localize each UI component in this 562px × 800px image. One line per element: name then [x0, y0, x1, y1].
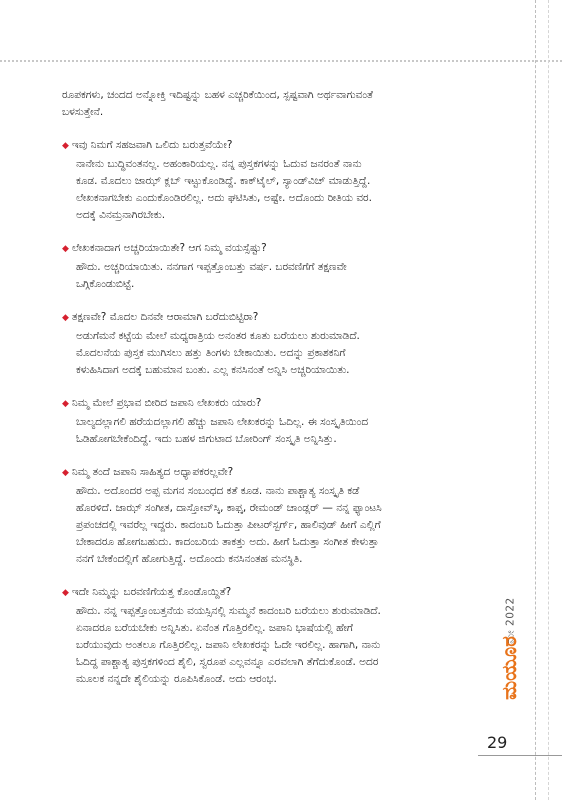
text-line: ಒಗ್ಗಿಕೊಂಡುಬಿಟ್ಟೆ.	[76, 278, 135, 290]
text-line: ಓದಿದ್ದ ಪಾಶ್ಚಾತ್ಯ ಪುಸ್ತಕಗಳಿಂದ ಶೈಲಿ, ಸ್ವರೂಪ ಎಲ್ಲವನ್ನೂ ಎರವಲಾಗಿ ತೆಗೆದುಕೊಂಡೆ. ಅದರ	[76, 656, 379, 668]
text-line: ಓಡಿಹೋಗಬೇಕೆಂದಿದ್ದೆ. ಇದು ಬಹಳ ಜಿಗುಟಾದ ಬೋರಿಂಗ್ ಸಂಸ್ಕೃತಿ ಅನ್ನಿಸಿತ್ತು.	[76, 433, 337, 445]
question-text: ನಿಮ್ಮ ಮೇಲೆ ಪ್ರಭಾವ ಬೀರಿದ ಜಪಾನಿ ಲೇಖಕರು ಯಾರು?	[71, 397, 262, 409]
answer	[62, 483, 514, 568]
diamond-bullet-icon: ◆	[62, 141, 69, 151]
text-line: ಹೊರಳಿದೆ. ಜಾಝ್ ಸಂಗೀತ, ದಾಸ್ತೋವ್‌ಸ್ಕಿ, ಕಾಫ್ಕ, ರೇಮಂಡ್ ಚಾಂಡ್ಲರ್ — ನನ್ನ ಫ್ಯಾಂಟಸಿ	[76, 502, 382, 514]
diamond-bullet-icon: ◆	[62, 244, 69, 254]
page-number-rule	[478, 755, 562, 756]
text-line: ಬಾಲ್ಯದಲ್ಲಾಗಲಿ ಹರೆಯದಲ್ಲಾಗಲಿ ಹೆಚ್ಚು ಜಪಾನಿ ಲೇಖಕರನ್ನು ಓದಿಲ್ಲ. ಈ ಸಂಸ್ಕೃತಿಯಿಂದ	[76, 416, 369, 428]
intro-paragraph	[62, 87, 514, 121]
top-dotted-rule	[0, 60, 562, 62]
question-text: ಲೇಖಕನಾದಾಗ ಅಚ್ಚರಿಯಾಯಿತೇ? ಆಗ ನಿಮ್ಮ ವಯಸ್ಸೆಷ್ಟು?	[71, 242, 267, 254]
diamond-bullet-icon: ◆	[62, 313, 69, 323]
text-line: ಮೂಲಕ ನನ್ನದೇ ಶೈಲಿಯನ್ನು ರೂಪಿಸಿಕೊಂಡೆ. ಅದು ಆರಂಭ.	[76, 673, 277, 685]
question	[62, 464, 514, 482]
answer	[62, 328, 514, 379]
diamond-bullet-icon: ◆	[62, 468, 69, 478]
question-text: ನಿಮ್ಮ ತಂದೆ ಜಪಾನಿ ಸಾಹಿತ್ಯದ ಅಧ್ಯಾಪಕರಲ್ಲವೇ?	[71, 466, 234, 478]
text-line: ಹೌದು. ಅಚ್ಚರಿಯಾಯಿತು. ನನಗಾಗ ಇಪ್ಪತ್ತೊಂಬತ್ತು ವರ್ಷ. ಬರವಣಿಗೆಗೆ ತಕ್ಷಣವೇ	[76, 261, 347, 273]
question-text: ಇವು ನಿಮಗೆ ಸಹಜವಾಗಿ ಒಲಿದು ಬರುತ್ತವೆಯೇ?	[71, 139, 233, 151]
issue-date: ಮೇ 2022	[504, 597, 517, 644]
question	[62, 309, 514, 327]
magazine-brand: ಮಯೂರ	[497, 636, 521, 700]
question	[62, 395, 514, 413]
answer	[62, 156, 514, 224]
margin-dashed-rule	[535, 0, 536, 800]
question	[62, 137, 514, 155]
text-line: ನನಗೆ ಬೇಕೆಂದಲ್ಲಿಗೆ ಹೋಗುತ್ತಿದ್ದೆ. ಅದೊಂದು ಕನಸಿನಂತಹ ಮನಸ್ಥಿತಿ.	[76, 553, 303, 565]
answer	[62, 414, 514, 448]
question-text: ತಕ್ಷಣವೇ? ಮೊದಲ ದಿನವೇ ಆರಾಮಾಗಿ ಬರೆದುಬಿಟ್ಟಿರಾ?	[71, 311, 259, 323]
text-line: ಪ್ರಪಂಚದಲ್ಲಿ ಇವರೆಲ್ಲ ಇದ್ದರು. ಕಾದಂಬರಿ ಓದುತ್ತಾ ಪೀಟರ್‌ಸ್ಬರ್ಗ್, ಹಾಲಿವುಡ್ ಹೀಗೆ ಎಲ್ಲಿಗೆ	[76, 519, 381, 531]
text-line: ಬೇಕಾದರೂ ಹೋಗಬಹುದು. ಕಾದಂಬರಿಯ ತಾಕತ್ತು ಅದು. ಹೀಗೆ ಓದುತ್ತಾ ಸಂಗೀತ ಕೇಳುತ್ತಾ	[76, 536, 379, 548]
page-number: 29	[487, 733, 508, 752]
margin-dashed-rule	[548, 0, 549, 800]
text-line: ಅದಕ್ಕೆ ವಿನಮ್ರನಾಗಿರಬೇಕು.	[76, 209, 166, 221]
text-line: ಲೇಖಕನಾಗಬೇಕು ಎಂದುಕೊಂಡಿರಲಿಲ್ಲ. ಅದು ಘಟಿಸಿತು, ಅಷ್ಟೇ. ಅದೊಂದು ರೀತಿಯ ವರ.	[76, 192, 372, 204]
text-line: ನಾನೇನು ಬುದ್ಧಿವಂತನಲ್ಲ. ಅಹಂಕಾರಿಯಲ್ಲ. ನನ್ನ ಪುಸ್ತಕಗಳನ್ನು ಓದುವ ಜನರಂತೆ ನಾನು	[76, 158, 362, 170]
answer	[62, 259, 514, 293]
qa-block-4	[62, 395, 514, 448]
text-line: ಮೊದಲನೆಯ ಪುಸ್ತಕ ಮುಗಿಸಲು ಹತ್ತು ತಿಂಗಳು ಬೇಕಾಯಿತು. ಅದನ್ನು ಪ್ರಕಾಶಕನಿಗೆ	[76, 347, 346, 359]
question	[62, 584, 514, 602]
text-line: ಬರೆಯುವುದು ಅಂತಲೂ ಗೊತ್ತಿರಲಿಲ್ಲ. ಜಪಾನಿ ಲೇಖಕರನ್ನು ಓದೇ ಇರಲಿಲ್ಲ. ಹಾಗಾಗಿ, ನಾನು	[76, 639, 381, 651]
qa-block-1	[62, 137, 514, 224]
text-line: ರೂಪಕಗಳು, ಚಂದದ ಅನ್ನೋಕ್ತಿ ಇದಿಷ್ಟನ್ನು ಬಹಳ ಎಚ್ಚರಿಕೆಯಿಂದ, ಸ್ಪಷ್ಟವಾಗಿ ಅರ್ಥವಾಗುವಂತೆ	[62, 89, 373, 101]
diamond-bullet-icon: ◆	[62, 588, 69, 598]
question-text: ಇದೇ ನಿಮ್ಮನ್ನು ಬರವಣಿಗೆಯತ್ತ ಕೊಂಡೊಯ್ದಿತೆ?	[71, 586, 232, 598]
text-line: ಏನಾದರೂ ಬರೆಯಬೇಕು ಅನ್ನಿಸಿತು. ಏನೆಂತ ಗೊತ್ತಿರಲಿಲ್ಲ. ಜಪಾನಿ ಭಾಷೆಯಲ್ಲಿ ಹೇಗೆ	[76, 622, 353, 634]
qa-block-3	[62, 309, 514, 379]
diamond-bullet-icon: ◆	[62, 399, 69, 409]
text-line: ಕೂಡ. ಮೊದಲು ಜಾಝ್ ಕ್ಲಬ್ ಇಟ್ಟುಕೊಂಡಿದ್ದೆ. ಕಾಕ್‌ಟೈಲ್, ಸ್ಯಾಂಡ್‌ವಿಚ್ ಮಾಡುತ್ತಿದ್ದೆ.	[76, 175, 371, 187]
text-line: ಹೌದು. ಅದೊಂದರ ಅಪ್ಪ ಮಗನ ಸಂಬಂಧದ ಕತೆ ಕೂಡ. ನಾನು ಪಾಶ್ಚಾತ್ಯ ಸಂಸ್ಕೃತಿ ಕಡೆ	[76, 485, 360, 497]
text-line: ಹೌದು. ನನ್ನ ಇಪ್ಪತ್ತೊಂಬತ್ತನೆಯ ವಯಸ್ಸಿನಲ್ಲಿ ಸುಮ್ಮನೆ ಕಾದಂಬರಿ ಬರೆಯಲು ಶುರುಮಾಡಿದೆ.	[76, 605, 381, 617]
text-line: ಬಳಸುತ್ತೇನೆ.	[62, 106, 104, 118]
qa-block-2	[62, 240, 514, 293]
qa-block-6	[62, 584, 514, 688]
answer	[62, 603, 514, 688]
interview-article	[62, 87, 514, 688]
question	[62, 240, 514, 258]
qa-block-5	[62, 464, 514, 568]
text-line: ಅಡುಗೆಮನೆ ಕಟ್ಟೆಯ ಮೇಲೆ ಮಧ್ಯರಾತ್ರಿಯ ಅನಂತರ ಕೂತು ಬರೆಯಲು ಶುರುಮಾಡಿದೆ.	[76, 330, 360, 342]
text-line: ಕಳುಹಿಸಿದಾಗ ಅದಕ್ಕೆ ಬಹುಮಾನ ಬಂತು. ಎಲ್ಲ ಕನಸಿನಂತೆ ಅನ್ನಿಸಿ ಅಚ್ಚರಿಯಾಯಿತು.	[76, 364, 350, 376]
